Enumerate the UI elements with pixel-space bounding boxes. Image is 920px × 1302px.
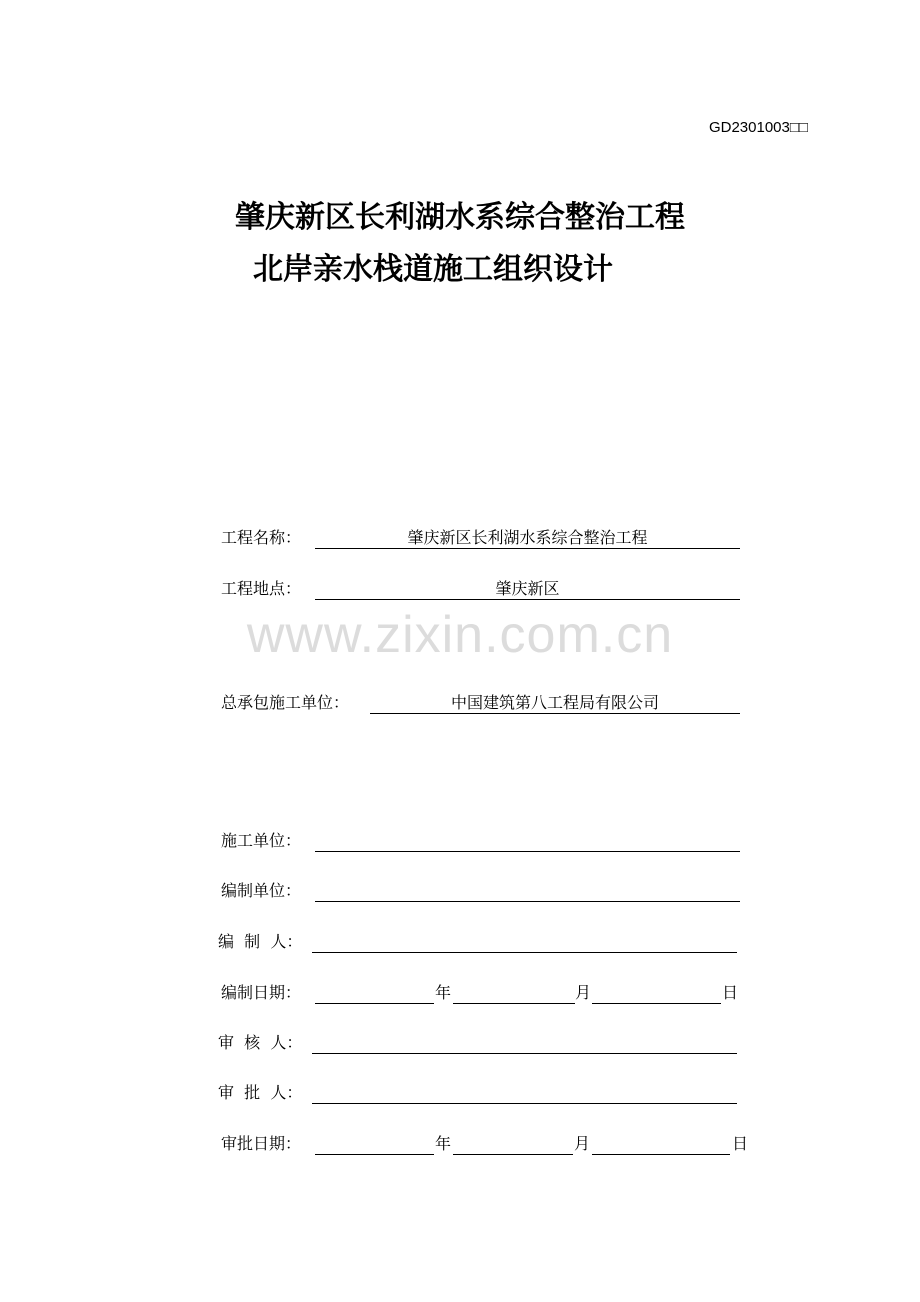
compile-date-year-unit: 年 [435,983,452,1002]
approve-date-row [221,1132,761,1156]
compiler-label: 编 制 人： [218,932,303,951]
project-name-label: 工程名称： [221,528,302,547]
reviewer-row [218,1031,738,1055]
compile-date-label: 编制日期： [221,983,302,1002]
approve-date-year-blank [315,1132,434,1155]
project-name-value: 肇庆新区长利湖水系综合整治工程 [315,526,740,549]
approve-date-month-blank [453,1132,573,1155]
project-site-value: 肇庆新区 [315,577,740,600]
project-site-row [221,577,741,601]
approve-date-day-blank [592,1132,730,1155]
construction-unit-label: 施工单位： [221,831,302,850]
compiling-unit-blank [315,879,740,902]
document-title-line1: 肇庆新区长利湖水系综合整治工程 [235,200,685,235]
approver-blank [312,1081,737,1104]
compile-date-year-blank [315,981,434,1004]
compiling-unit-row [221,879,741,903]
approve-date-month-unit: 月 [574,1134,591,1153]
compiler-row [218,930,738,954]
general-contractor-value: 中国建筑第八工程局有限公司 [370,691,740,714]
project-site-label: 工程地点： [221,579,302,598]
document-code: GD2301003□□ [708,119,808,136]
approver-row [218,1081,738,1105]
compile-date-row [221,981,751,1005]
construction-unit-row [221,829,741,853]
general-contractor-label: 总承包施工单位： [221,693,350,712]
construction-unit-blank [315,829,740,852]
watermark: www.zixin.com.cn [246,606,674,664]
approve-date-year-unit: 年 [435,1134,452,1153]
approve-date-day-unit: 日 [732,1134,749,1153]
approve-date-label: 审批日期： [221,1134,302,1153]
reviewer-label: 审 核 人： [218,1033,303,1052]
reviewer-blank [312,1031,737,1054]
document-title-line2: 北岸亲水栈道施工组织设计 [253,252,613,287]
general-contractor-row [221,691,741,715]
project-name-row [221,526,741,550]
compile-date-day-unit: 日 [722,983,739,1002]
compiler-blank [312,930,737,953]
compile-date-month-unit: 月 [575,983,592,1002]
compile-date-month-blank [453,981,575,1004]
compile-date-day-blank [592,981,721,1004]
approver-label: 审 批 人： [218,1083,303,1102]
compiling-unit-label: 编制单位： [221,881,302,900]
